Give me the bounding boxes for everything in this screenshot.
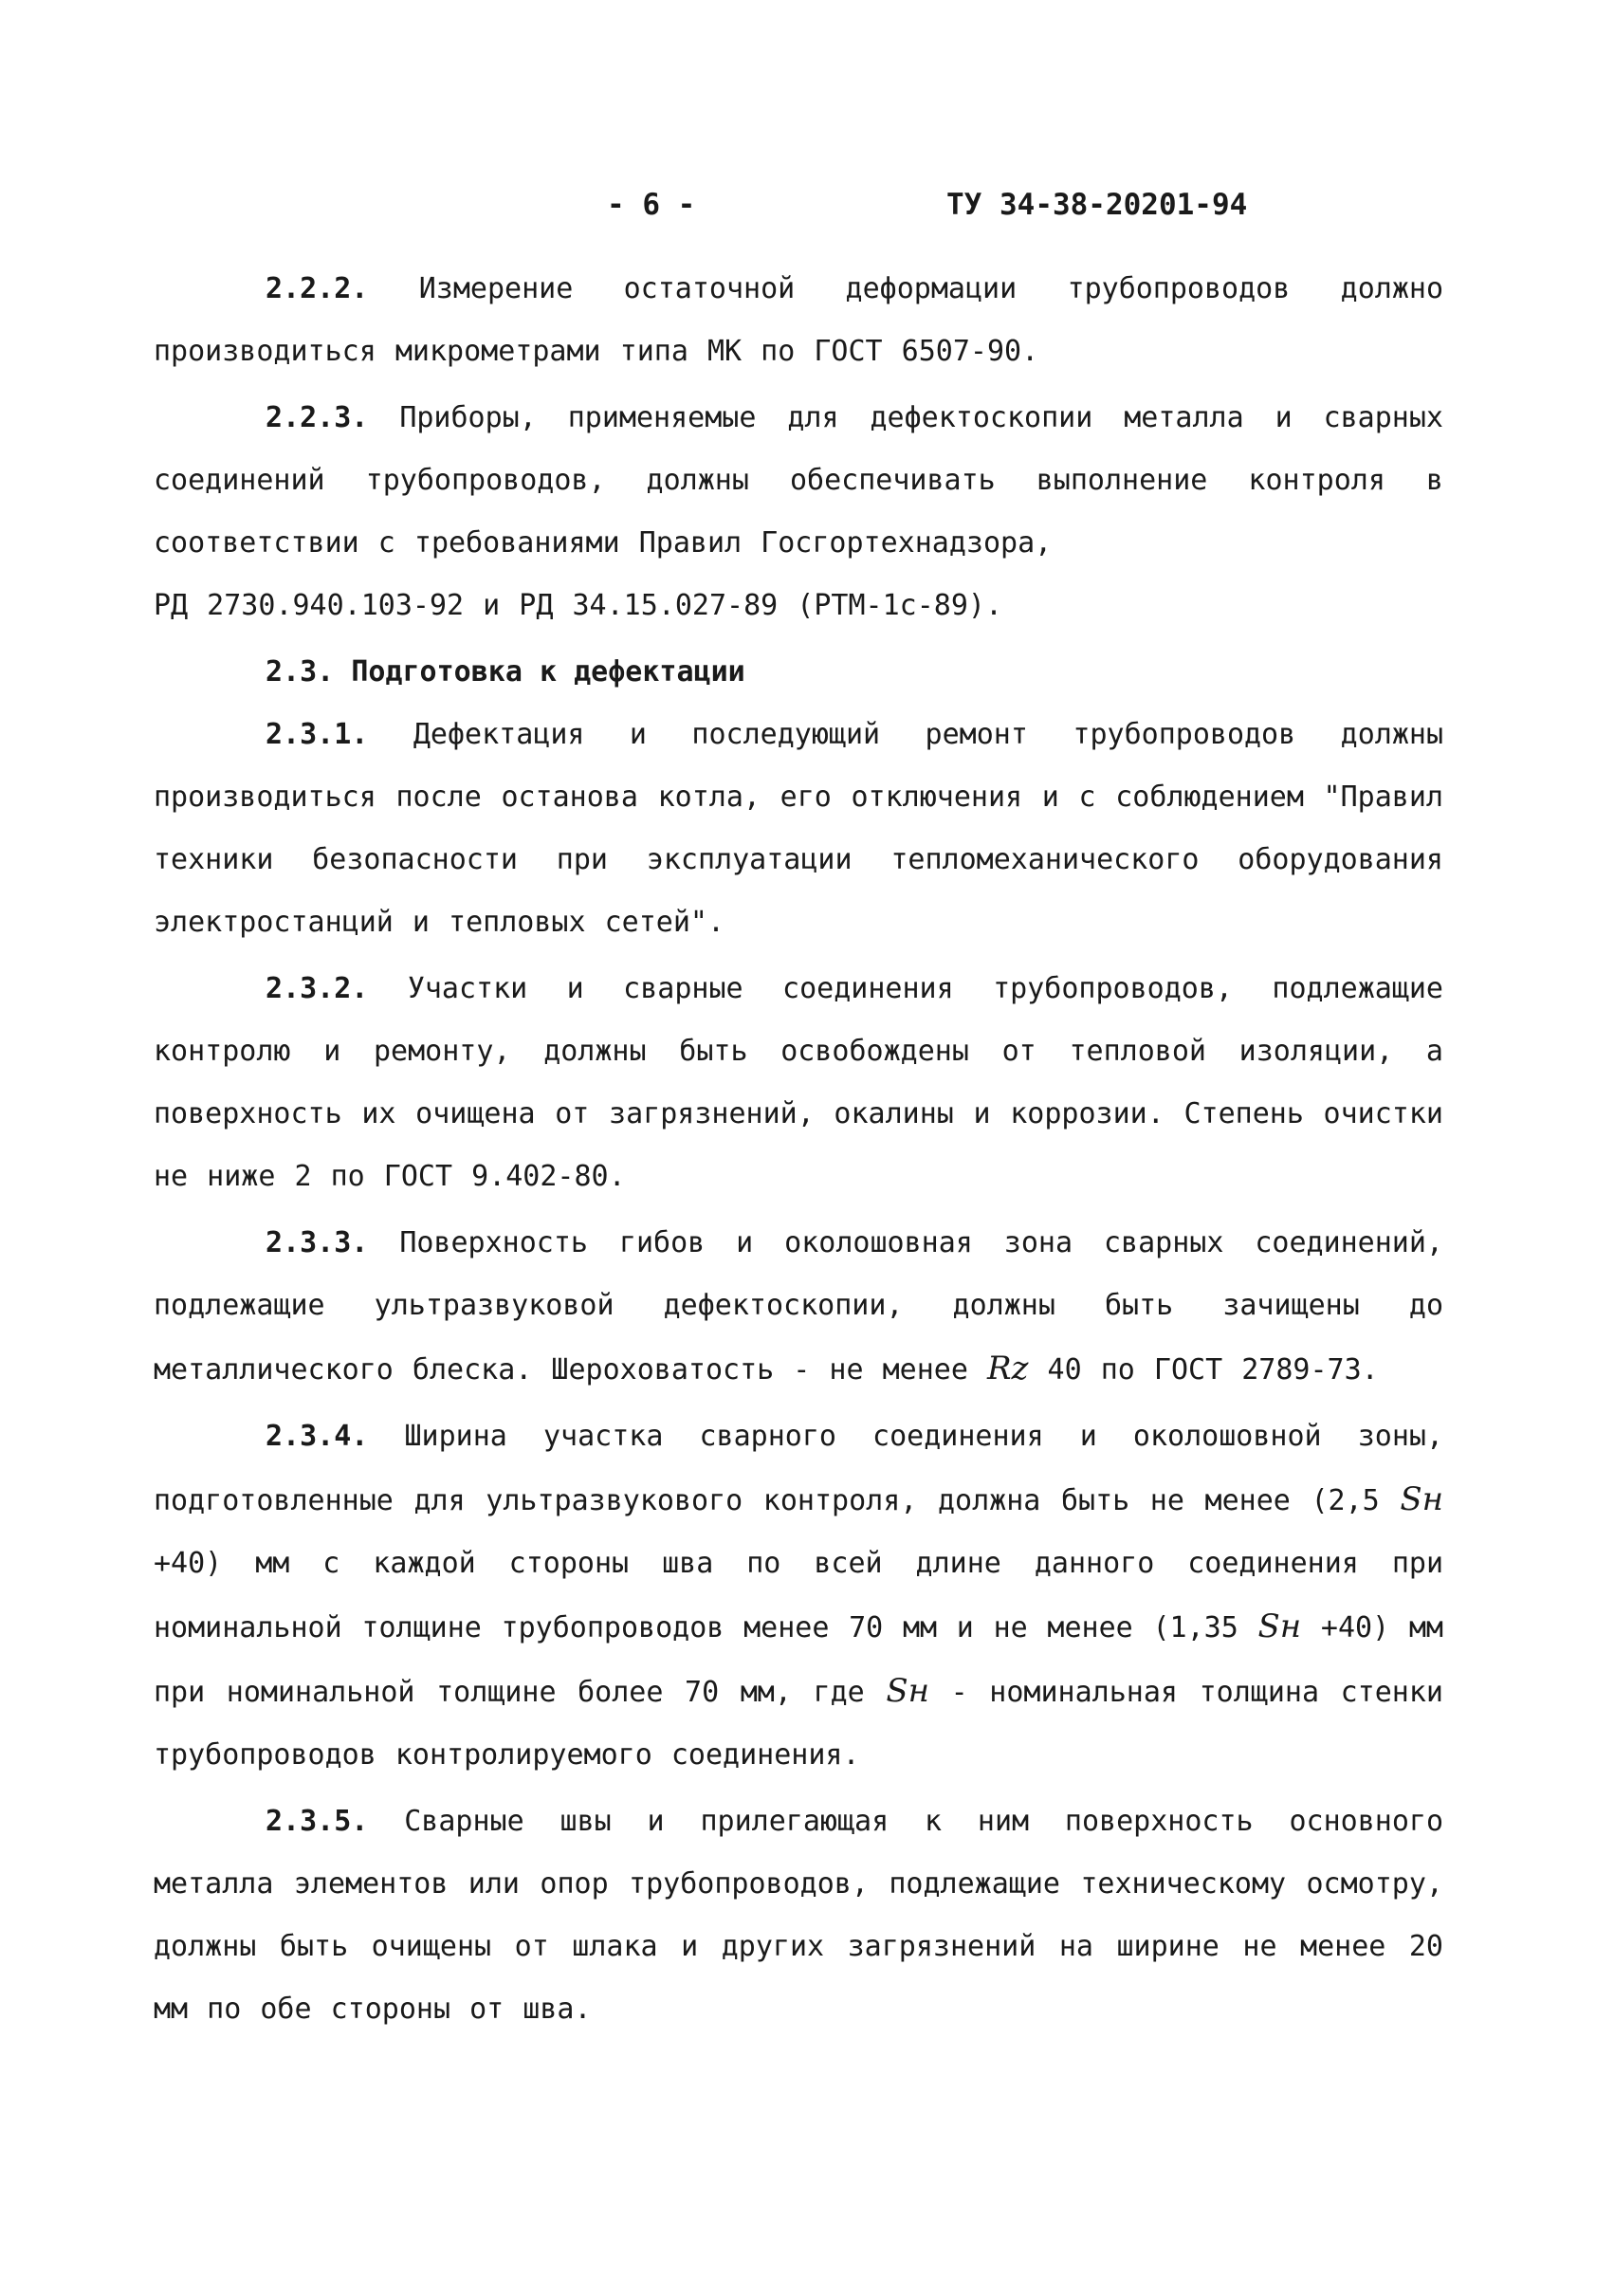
thickness-symbol: Sн bbox=[1257, 1607, 1302, 1645]
paragraph-text: Измерение остаточной деформации трубопроводов должно производиться микрометрами типа МК по ГОСТ 6507-90. bbox=[154, 272, 1444, 368]
section-number: 2.3.3. bbox=[266, 1226, 369, 1259]
document-code: ТУ 34-38-20201-94 bbox=[946, 188, 1248, 222]
section-number: 2.3.2. bbox=[266, 972, 369, 1005]
section-title: Подготовка к дефектации bbox=[351, 655, 745, 689]
paragraph-text: Поверхность гибов и околошовная зона сварных соединений, подлежащие ультразвуковой дефектоскопии, должны быть зачищены до металлического блеска. Шероховатость - не менее bbox=[154, 1226, 1443, 1387]
paragraph-text: +40) мм при номинальной толщине более 70 мм, где bbox=[154, 1611, 1443, 1709]
thickness-symbol: Sн bbox=[1400, 1480, 1443, 1518]
paragraph-2-3-5 bbox=[154, 1791, 1443, 2041]
paragraph-text: Ширина участка сварного соединения и околошовной зоны, подготовленные для ультразвукового контроля, должна быть не менее (2,5 bbox=[154, 1420, 1444, 1517]
paragraph-text: Сварные швы и прилегающая к ним поверхность основного металла элементов или опор трубопроводов, подлежащие техническому осмотру, должны быть очищены от шлака и других загрязнений на ширине не менее 20 мм по обе стороны от шва. bbox=[154, 1805, 1444, 2026]
section-number: 2.3.5. bbox=[266, 1805, 369, 1838]
section-number: 2.3. bbox=[266, 655, 335, 689]
document-body bbox=[154, 258, 1443, 2045]
section-number: 2.3.4. bbox=[266, 1420, 369, 1453]
section-number: 2.2.2. bbox=[266, 272, 369, 305]
paragraph-text: - номинальная толщина стенки трубопроводов контролируемого соединения. bbox=[154, 1676, 1443, 1772]
paragraph-2-3-2 bbox=[154, 958, 1443, 1208]
paragraph-text: Участки и сварные соединения трубопроводов, подлежащие контролю и ремонту, должны быть освобождены от тепловой изоляции, а поверхность их очищена от загрязнений, окалины и коррозии. Степень очистки не ниже 2 по ГОСТ 9.402-80. bbox=[154, 972, 1443, 1193]
paragraph-2-2-2 bbox=[154, 258, 1443, 383]
section-heading-2-3 bbox=[154, 641, 1443, 704]
paragraph-2-2-3 bbox=[154, 387, 1443, 575]
paragraph-2-3-4 bbox=[154, 1405, 1443, 1787]
paragraph-2-3-1 bbox=[154, 704, 1443, 954]
thickness-symbol: Sн bbox=[886, 1672, 930, 1710]
page-header bbox=[0, 188, 1614, 235]
paragraph-text: Дефектация и последующий ремонт трубопроводов должны производиться после останова котла, его отключения и с соблюдением "Правил техники безопасности при эксплуатации тепломеханического оборудования электростанций и тепловых сетей". bbox=[154, 718, 1444, 939]
section-number: 2.3.1. bbox=[266, 718, 369, 751]
paragraph-text: +40) мм с каждой стороны шва по всей длине данного соединения при номинальной толщине трубопроводов менее 70 мм и не менее (1,35 bbox=[154, 1547, 1443, 1644]
paragraph-text: 40 по ГОСТ 2789-73. bbox=[1028, 1353, 1379, 1387]
paragraph-text: РД 2730.940.103-92 и РД 34.15.027-89 (РТМ-1с-89). bbox=[154, 589, 1003, 622]
paragraph-2-3-3 bbox=[154, 1212, 1443, 1402]
paragraph-text: Приборы, применяемые для дефектоскопии металла и сварных соединений трубопроводов, должны обеспечивать выполнение контроля в соответствии с требованиями Правил Госгортехнадзора, bbox=[154, 401, 1443, 560]
section-number: 2.2.3. bbox=[266, 401, 369, 434]
page-number: - 6 - bbox=[607, 188, 696, 222]
roughness-symbol: Rz bbox=[986, 1350, 1029, 1387]
paragraph-2-2-3-continuation bbox=[154, 575, 1443, 637]
